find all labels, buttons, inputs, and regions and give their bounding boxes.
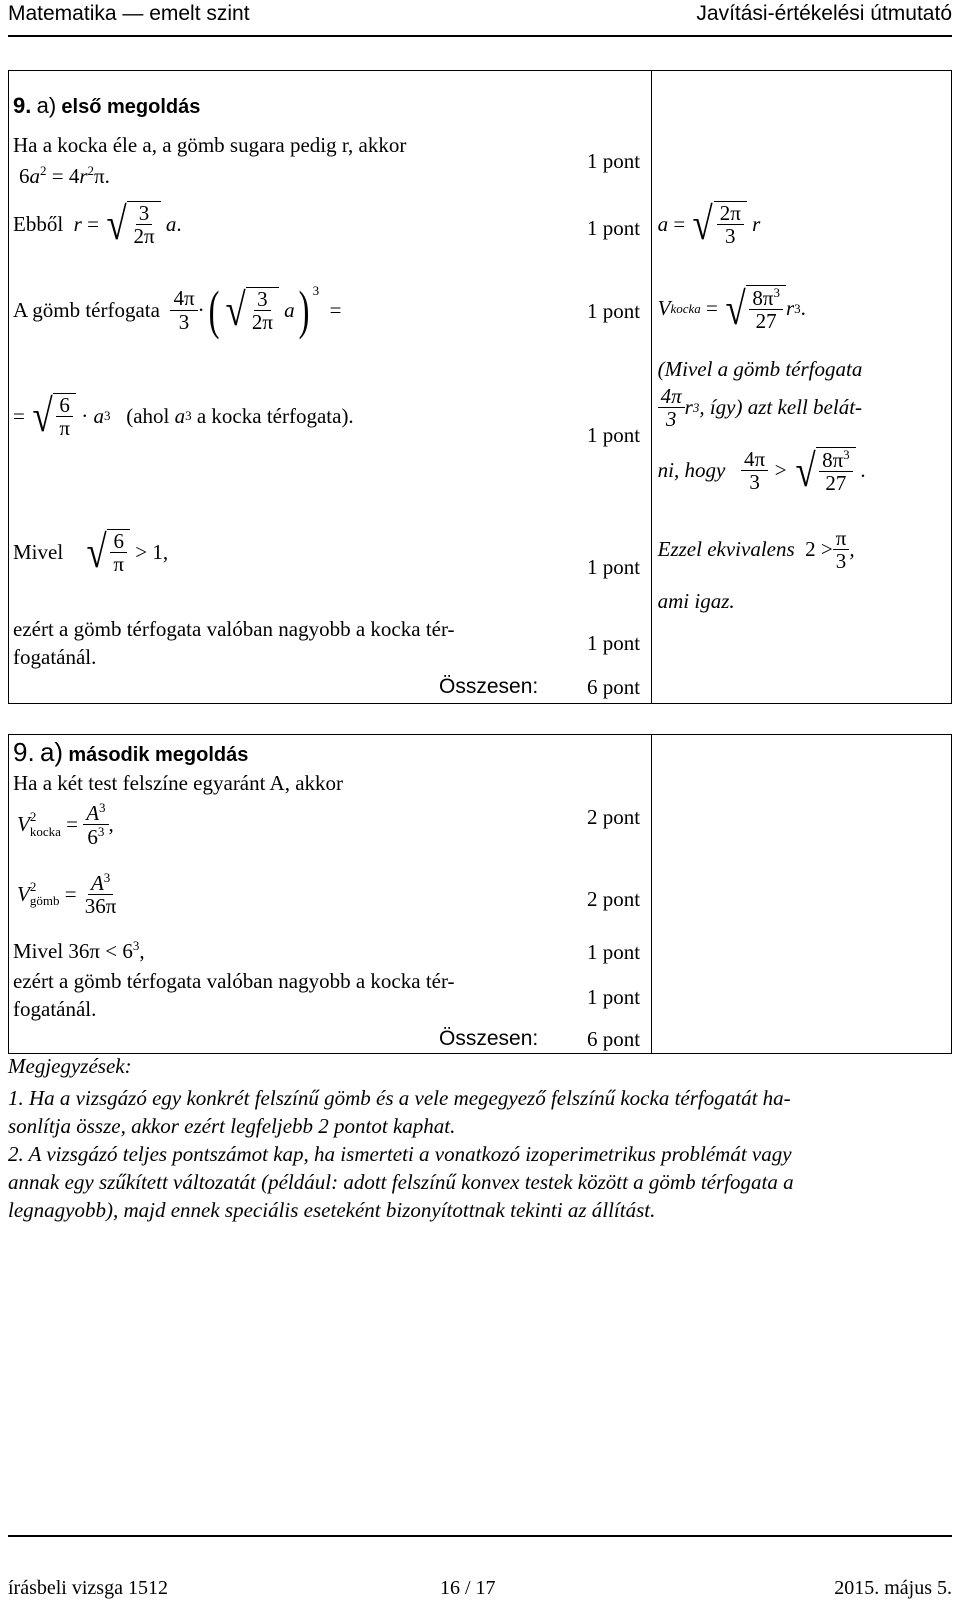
comparison-inequality: Mivel √ $\frac{6}{\pi}$ > 1, xyxy=(13,526,169,578)
points: 1 pont xyxy=(587,940,641,964)
solution-1-intro: Ha a kocka éle a, a gömb sugara pedig r, akkor xyxy=(13,133,407,157)
solution-1-right xyxy=(652,71,951,703)
equation-sphere-volume: A gömb térfogata $\frac{4\pi}{3}$ · ( √ $\frac{3}{2\pi}$ a ) $^3$ = xyxy=(13,280,342,340)
points: 1 pont xyxy=(587,423,641,447)
footer-divider xyxy=(8,1535,952,1537)
equation-volume-result: = √ $\frac{6}{\pi}$ · a 3 (ahol a 3 a kocka térfogata). xyxy=(13,390,354,442)
points: 1 pont xyxy=(587,216,641,240)
note-2-line-3: legnagyobb), majd ennek speciális eseteként bizonyítottnak tekinti az állítást. xyxy=(8,1198,656,1222)
note-1-line-2: sonlítja össze, akkor ezért legfeljebb 2 pontot kaphat. xyxy=(8,1114,456,1138)
solution-2-intro: Ha a két test felszíne egyaránt A, akkor xyxy=(13,771,344,795)
equation-area-equality: $6a^2 = 4r^2\pi$. xyxy=(19,163,110,188)
alt-note-line-3: ni, hogy $\frac{4\pi}{3}$ > √ $\frac{8\pi^3}{27}$ . xyxy=(657,444,867,496)
solution-2-table xyxy=(8,734,952,1054)
footer-left: írásbeli vizsga 1512 xyxy=(8,1577,168,1599)
points: 1 pont xyxy=(587,631,641,655)
conclusion-line-1: ezért a gömb térfogata valóban nagyobb a kocka tér- xyxy=(13,617,455,641)
alt-note-line-1: (Mivel a gömb térfogata xyxy=(657,357,863,381)
alt-note-line-2: $\frac{4\pi}{3}$ r 3 , így) azt kell belát- xyxy=(658,385,862,430)
note-1-line-1: 1. Ha a vizsgázó egy konkrét felszínű gömb és a vele megegyező felszínű kocka térfogatát ha- xyxy=(8,1086,791,1110)
notes-title: Megjegyzések: xyxy=(8,1054,132,1078)
comparison-36pi: Mivel $36\pi < 6^3$, xyxy=(13,938,145,963)
total-label: Összesen: xyxy=(439,1027,539,1050)
alt-equation-a: a = √ $\frac{2\pi}{3}$ r xyxy=(657,198,761,250)
equation-r: Ebből r = √ $\frac{3}{2\pi}$ a . xyxy=(13,198,182,250)
total-label: Összesen: xyxy=(439,675,539,698)
alt-equation-vkocka: V kocka = √ $\frac{8\pi^3}{27}$ r 3 . xyxy=(657,282,806,334)
header-divider xyxy=(8,35,952,37)
alt-equivalent: Ezzel ekvivalens 2 > $\frac{\pi}{3}$ , xyxy=(657,526,855,574)
equation-vgomb-squared: V 2 gömb = $\frac{A^3}{36\pi}$ xyxy=(17,870,117,919)
header-left: Matematika — emelt szint xyxy=(8,2,250,25)
solution-1-title: 9. a) első megoldás xyxy=(13,93,201,118)
total-points: 6 pont xyxy=(587,675,641,699)
note-2-line-2: annak egy szűkített változatát (például: adott felszínű konvex testek között a gömb térfogata a xyxy=(8,1170,794,1194)
solution-1-table xyxy=(8,70,952,704)
points: 2 pont xyxy=(587,887,641,911)
points: 1 pont xyxy=(587,555,641,579)
footer-right: 2015. május 5. xyxy=(834,1577,952,1599)
total-points: 6 pont xyxy=(587,1027,641,1051)
equation-vkocka-squared: V 2 kocka = $\frac{A^3}{6^3}$ , xyxy=(17,800,114,850)
header-right: Javítási-értékelési útmutató xyxy=(696,2,952,25)
points: 1 pont xyxy=(587,985,641,1009)
points: 2 pont xyxy=(587,805,641,829)
solution-2-title: 9. a) második megoldás xyxy=(13,737,249,767)
conclusion-line-1: ezért a gömb térfogata valóban nagyobb a kocka tér- xyxy=(13,969,455,993)
solution-1-left xyxy=(9,71,651,703)
points: 1 pont xyxy=(587,299,641,323)
footer-page-number: 16 / 17 xyxy=(440,1577,496,1599)
conclusion-line-2: fogatánál. xyxy=(13,997,97,1021)
note-2-line-1: 2. A vizsgázó teljes pontszámot kap, ha ismerteti a vonatkozó izoperimetrikus problémát vagy xyxy=(8,1142,792,1166)
alt-true: ami igaz. xyxy=(657,589,735,613)
solution-2-left xyxy=(9,735,651,1053)
points: 1 pont xyxy=(587,149,641,173)
conclusion-line-2: fogatánál. xyxy=(13,645,97,669)
